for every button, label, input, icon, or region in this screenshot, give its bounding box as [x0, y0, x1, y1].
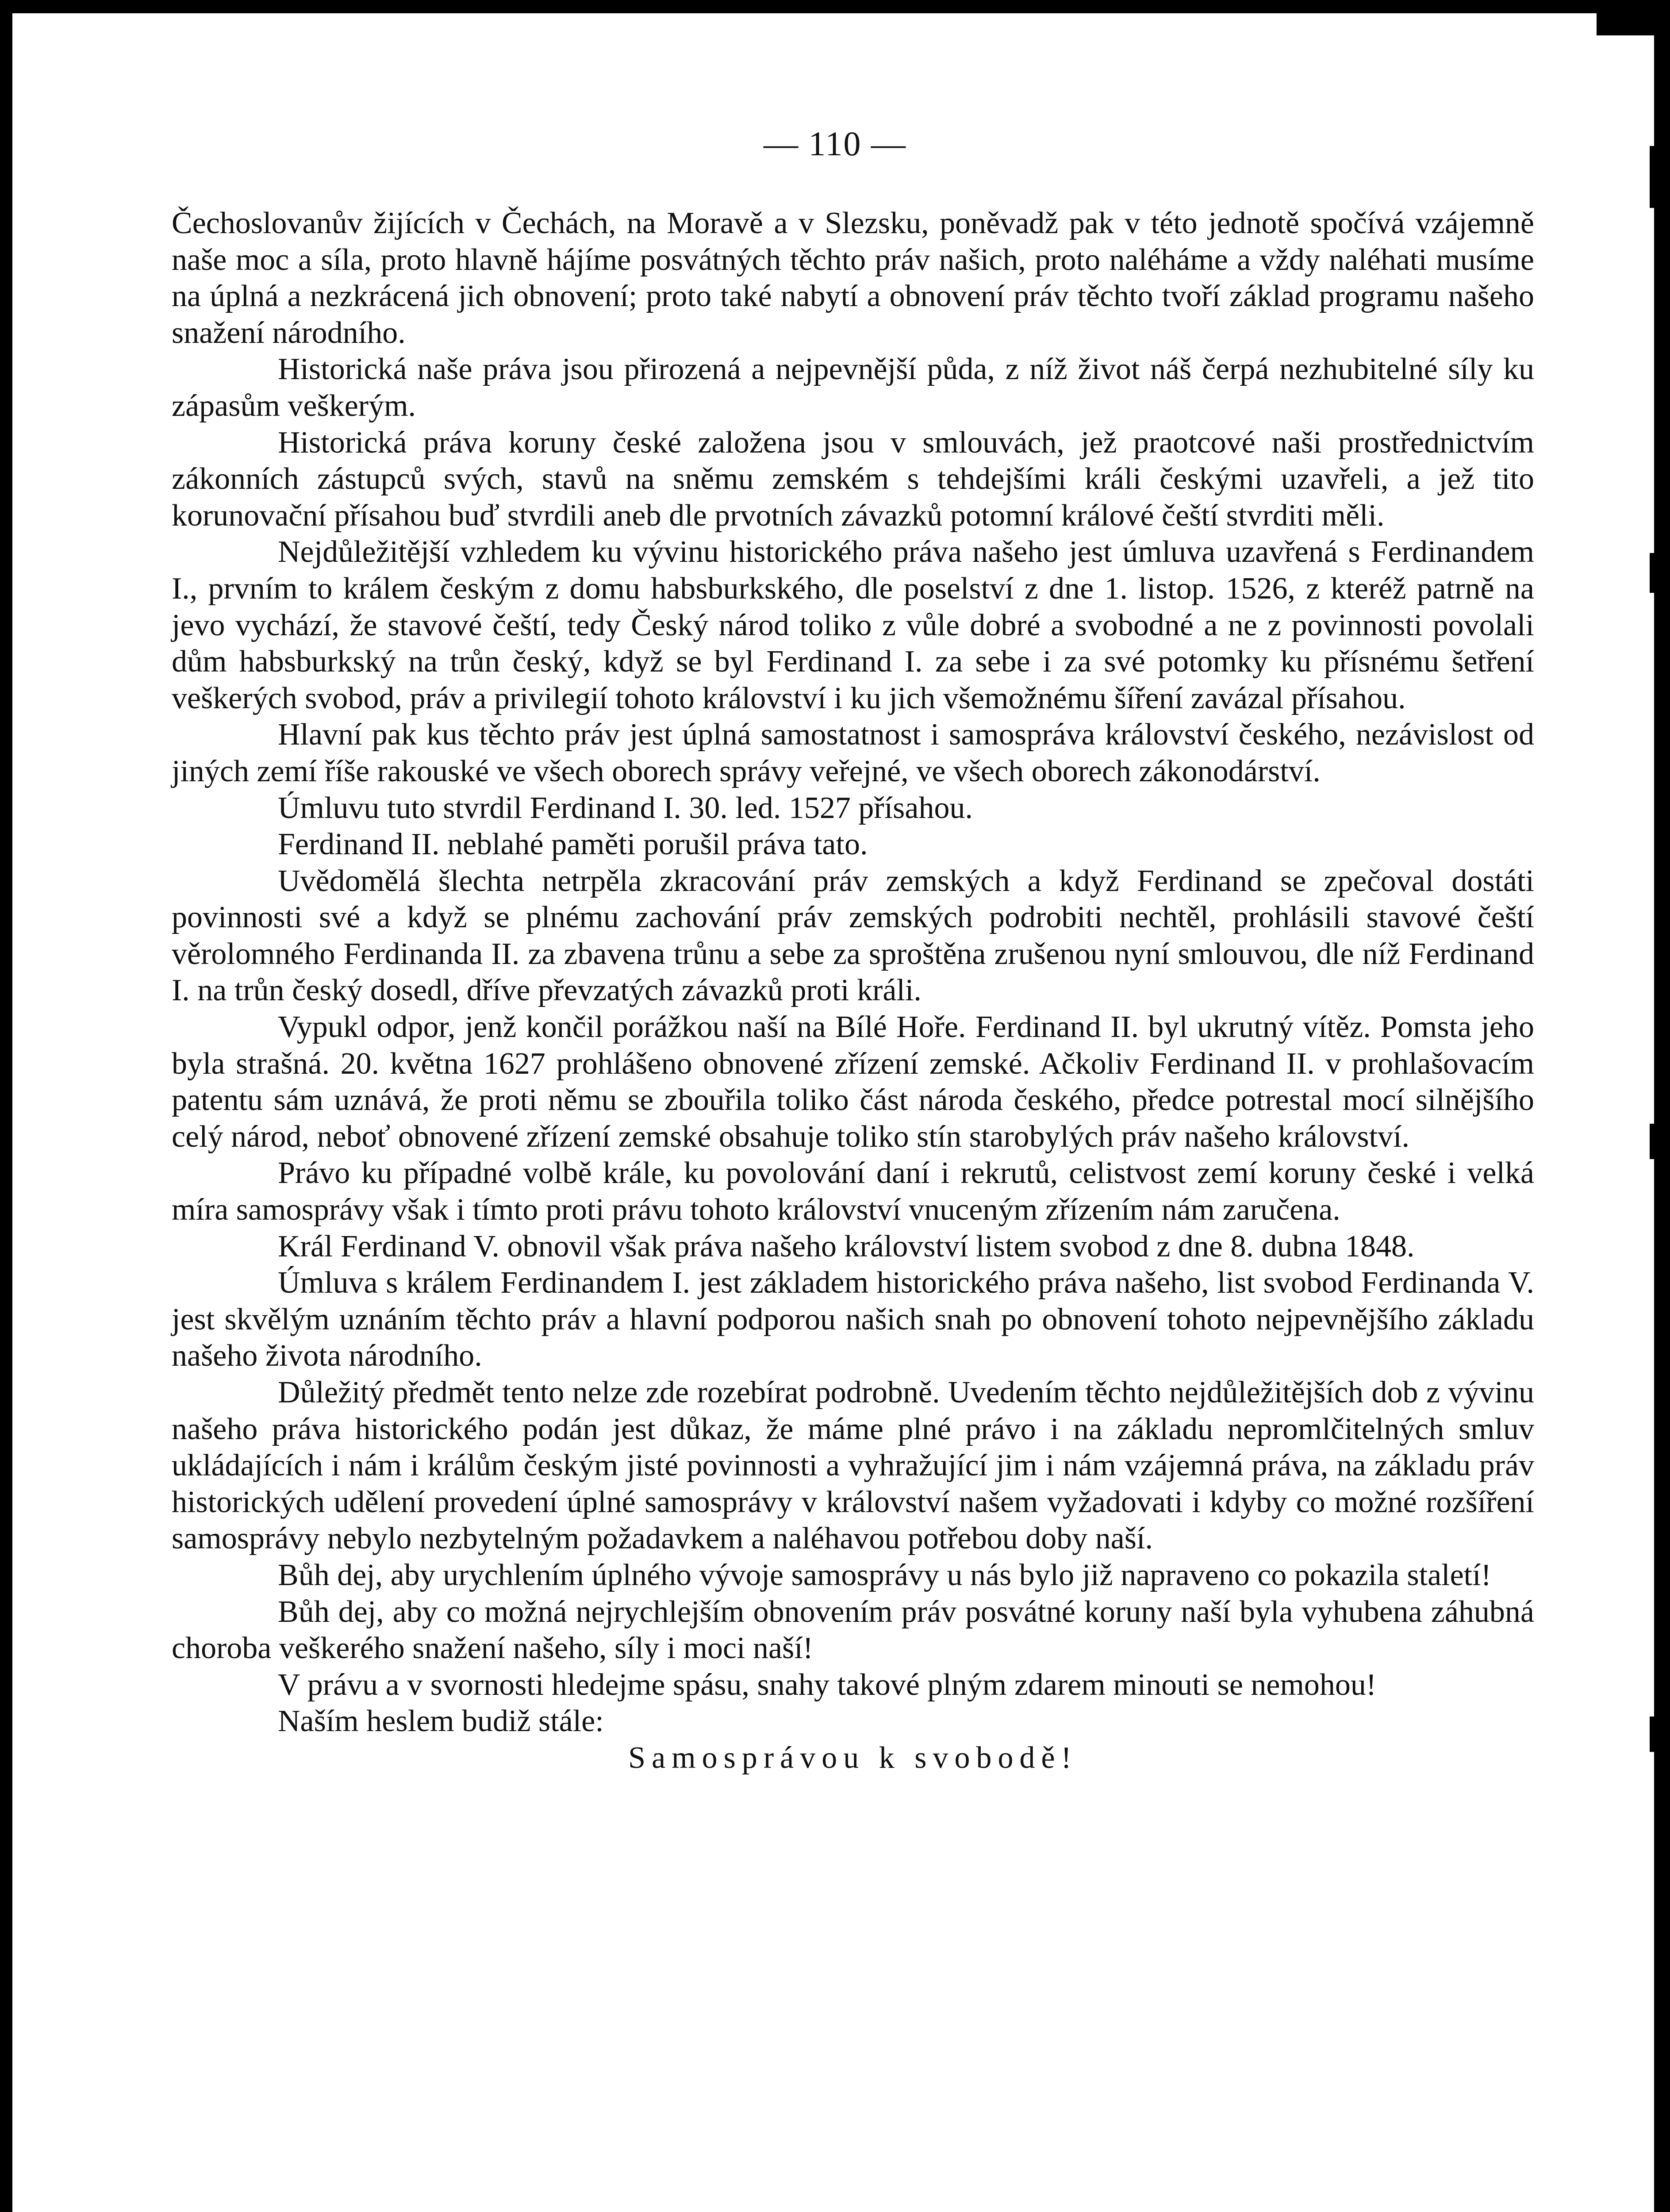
page-number: — 110 —: [763, 124, 907, 163]
paragraph: Nejdůležitější vzhledem ku vývinu historického práva našeho jest úmluva uzavřená s Ferdinandem I., prvním to králem českým z domu habsburkského, dle poselství z dne 1. listop. 1526, z kteréž patrně na jevo vychází, že stavové čeští, tedy Český národ toliko z vůle dobré a svobodné a ne z povinnosti povolali dům habsburkský na trůn český, když se byl Ferdinand I. za sebe i za své potomky ku přísnému šetření veškerých svobod, práv a privilegií tohoto království i ku jich všemožnému šíření zavázal přísahou.: [172, 535, 1534, 715]
paragraph: Ferdinand II. neblahé paměti porušil práva tato.: [278, 827, 868, 862]
paragraph: Bůh dej, aby co možná nejrychlejším obnovením práv posvátné koruny naší byla vyhubena záhubná choroba veškerého snažení našeho, síly i moci naší!: [172, 1594, 1534, 1666]
paragraph: Úmluvu tuto stvrdil Ferdinand I. 30. led. 1527 přísahou.: [278, 791, 973, 825]
body-text: [172, 205, 1534, 1777]
paragraph: Historická naše práva jsou přirozená a nejpevnější půda, z níž život náš čerpá nezhubitelné síly ku zápasům veškerým.: [172, 352, 1534, 423]
paragraph: Bůh dej, aby urychlením úplného vývoje samosprávy u nás bylo již napraveno co pokazila staletí!: [278, 1558, 1491, 1592]
edge-mark: [1650, 1717, 1654, 1752]
paragraph: Historická práva koruny české založena jsou v smlouvách, jež praotcové naši prostřednictvím zákonních zástupců svých, stavů na sněmu zemském s tehdejšími králi českými uzavřeli, a jež tito korunovační přísahou buď stvrdili aneb dle prvotních závazků potomní králové čeští stvrditi měli.: [172, 425, 1534, 533]
scan-border-right: [1654, 0, 1670, 2212]
scan-corner-mark: [1597, 0, 1654, 35]
paragraph: Vypukl odpor, jenž končil porážkou naší na Bílé Hoře. Ferdinand II. byl ukrutný vítěz. Pomsta jeho byla strašná. 20. května 1627 prohlášeno obnovené zřízení zemské. Ačkoliv Ferdinand II. v prohlašovacím patentu sám uznává, že proti němu se zbouřila toliko část národa českého, předce potrestal mocí silnějšího celý národ, neboť obnovené zřízení zemské obsahuje toliko stín starobylých práv našeho království.: [172, 1010, 1534, 1154]
paragraph: Hlavní pak kus těchto práv jest úplná samostatnost i samospráva království českého, nezávislost od jiných zemí říše rakouské ve všech oborech správy veřejné, ve všech oborech zákonodárství.: [172, 718, 1534, 788]
paragraph: Král Ferdinand V. obnovil však práva našeho království listem svobod z dne 8. dubna 1848.: [278, 1229, 1415, 1263]
paragraph: Právo ku případné volbě krále, ku povolování daní i rekrutů, celistvost zemí koruny české i velká míra samosprávy však i tímto proti právu tohoto království vnuceným zřízením nám zaručena.: [172, 1156, 1534, 1227]
closing-heading: Naším heslem budiž stále:: [278, 1704, 604, 1739]
paragraph: Důležitý předmět tento nelze zde rozebírat podrobně. Uvedením těchto nejdůležitějších dob z vývinu našeho práva historického podán jest důkaz, že máme plné právo i na základu nepromlčitelných smluv ukládajících i nám i králům českým jisté povinnosti a vyhražující jim i nám vzájemná práva, na základu práv historických udělení provedení úplné samosprávy v království našem vyžadovati i kdyby co možné rozšíření samosprávy nebylo nezbytelným požadavkem a naléhavou potřebou doby naší.: [172, 1375, 1534, 1556]
edge-mark: [1650, 1124, 1654, 1159]
edge-mark: [1650, 553, 1654, 593]
scan-border-left: [0, 0, 12, 2212]
paragraph: Úmluva s králem Ferdinandem I. jest základem historického práva našeho, list svobod Ferdinanda V. jest skvělým uznáním těchto práv a hlavní podporou našich snah po obnovení tohoto nejpevnějšího základu našeho života národního.: [172, 1266, 1534, 1373]
scan-border-top: [0, 0, 1670, 13]
motto: Samosprávou k svobodě!: [628, 1740, 1078, 1775]
paragraph: Uvědomělá šlechta netrpěla zkracování práv zemských a když Ferdinand se zpečoval dostáti povinnosti své a když se plnému zachování práv zemských podrobiti nechtěl, prohlásili stavové čeští věrolomného Ferdinanda II. za zbavena trůnu a sebe za sproštěna zrušenou nyní smlouvou, dle níž Ferdinand I. na trůn český dosedl, dříve převzatých závazků proti králi.: [172, 864, 1534, 1008]
paragraph: Čechoslovanův žijících v Čechách, na Moravě a v Slezsku, poněvadž pak v této jednotě spočívá vzájemně naše moc a síla, proto hlavně hájíme posvátných těchto práv našich, proto naléháme a vždy naléhati musíme na úplná a nezkrácená jich obnovení; proto také nabytí a obnovení práv těchto tvoří základ programu našeho snažení národního.: [172, 206, 1534, 350]
paragraph: V právu a v svornosti hledejme spásu, snahy takové plným zdarem minouti se nemohou!: [278, 1667, 1377, 1702]
